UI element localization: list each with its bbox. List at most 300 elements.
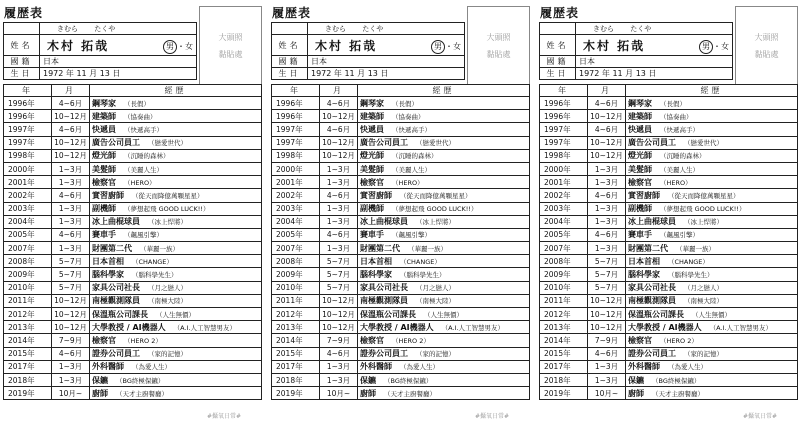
- history-month: 1~3月: [52, 176, 90, 189]
- history-entry: [626, 110, 798, 123]
- history-drama: （HERO）: [660, 178, 692, 187]
- history-entry: [626, 268, 798, 281]
- history-entry: [90, 268, 262, 281]
- history-month: 4~6月: [588, 97, 626, 110]
- history-entry: [358, 215, 530, 228]
- history-job: 保鑣: [92, 375, 108, 385]
- history-entry: [358, 97, 530, 110]
- history-job: 南極觀測隊員: [92, 296, 140, 306]
- history-job: 證券公司員工: [628, 349, 676, 359]
- name-kana: きむら たくや: [576, 23, 733, 35]
- history-year: 2015年: [272, 347, 320, 360]
- history-month: 10~12月: [588, 294, 626, 307]
- history-drama: （HERO）: [392, 178, 424, 187]
- header-month: 月: [320, 85, 358, 97]
- history-year: 2009年: [4, 268, 52, 281]
- history-year: 2010年: [4, 281, 52, 294]
- history-year: 1996年: [540, 97, 588, 110]
- history-drama: （天才主廚餐廳）: [384, 389, 436, 398]
- history-drama: （家的記憶）: [148, 350, 187, 359]
- history-entry: [358, 189, 530, 202]
- history-row: [540, 308, 798, 321]
- history-row: [540, 202, 798, 215]
- history-entry: [90, 110, 262, 123]
- history-month: 4~6月: [588, 123, 626, 136]
- history-row: [4, 189, 262, 202]
- history-month: 10月~: [52, 387, 90, 400]
- history-entry: [626, 176, 798, 189]
- history-month: 1~3月: [52, 162, 90, 175]
- history-month: 1~3月: [588, 162, 626, 175]
- history-entry: [626, 228, 798, 241]
- history-month: 1~3月: [588, 202, 626, 215]
- history-job: 賽車手: [360, 230, 384, 240]
- history-month: 1~3月: [588, 373, 626, 386]
- history-row: [540, 97, 798, 110]
- history-entry: [358, 149, 530, 162]
- history-entry: [626, 373, 798, 386]
- history-drama: （人生無價）: [156, 310, 195, 319]
- history-row: [272, 176, 530, 189]
- history-entry: [90, 215, 262, 228]
- history-job: 美髮師: [360, 164, 384, 174]
- history-row: [272, 123, 530, 136]
- history-month: 10~12月: [52, 136, 90, 149]
- history-row: [540, 387, 798, 400]
- history-month: 10~12月: [320, 308, 358, 321]
- history-row: [4, 176, 262, 189]
- history-year: 1997年: [4, 123, 52, 136]
- history-drama: （天才主廚餐廳）: [116, 389, 168, 398]
- profile-table: [539, 22, 733, 80]
- history-month: 5~7月: [52, 281, 90, 294]
- history-row: [540, 149, 798, 162]
- history-row: [272, 387, 530, 400]
- history-table: [271, 84, 530, 400]
- history-row: [4, 373, 262, 386]
- history-month: 4~6月: [320, 189, 358, 202]
- history-job: 冰上曲棍球員: [92, 217, 140, 227]
- profile-table: [3, 22, 197, 80]
- history-year: 1997年: [272, 123, 320, 136]
- history-row: [272, 162, 530, 175]
- photo-label-line1: 大頭照: [754, 32, 779, 42]
- history-entry: [90, 189, 262, 202]
- birth-label: 生日: [272, 68, 308, 80]
- history-month: 1~3月: [320, 373, 358, 386]
- history-year: 1996年: [4, 110, 52, 123]
- history-year: 2012年: [272, 308, 320, 321]
- history-month: 7~9月: [52, 334, 90, 347]
- history-job: 證券公司員工: [92, 349, 140, 359]
- history-job: 保鑣: [628, 375, 644, 385]
- history-drama: （夢想起飛 GOOD LUCK!!）: [660, 205, 746, 214]
- history-job: 大學教授 / AI機器人: [360, 322, 434, 332]
- history-job: 美髮師: [92, 164, 116, 174]
- birth-value: 1972 年 11 月 13 日: [40, 68, 197, 80]
- history-job: 賽車手: [628, 230, 652, 240]
- history-row: [4, 387, 262, 400]
- history-month: 10~12月: [52, 308, 90, 321]
- history-entry: [90, 281, 262, 294]
- history-month: 4~6月: [52, 347, 90, 360]
- sex-female: ・女: [713, 41, 729, 51]
- history-row: [272, 149, 530, 162]
- history-job: 證券公司員工: [360, 349, 408, 359]
- history-row: [540, 347, 798, 360]
- history-job: 副機師: [360, 204, 384, 214]
- history-year: 1996年: [4, 97, 52, 110]
- history-drama: （南極大陸）: [148, 297, 187, 306]
- resume-sheet: [268, 0, 532, 424]
- history-year: 2012年: [540, 308, 588, 321]
- nationality-label: 國籍: [4, 56, 40, 68]
- history-job: 快遞員: [92, 124, 116, 134]
- history-year: 2007年: [272, 242, 320, 255]
- history-row: [540, 373, 798, 386]
- history-drama: （HERO 2）: [392, 336, 430, 345]
- history-drama: （協奏曲）: [124, 112, 157, 121]
- name-label: 姓名: [272, 35, 308, 56]
- history-job: 財團第二代: [628, 243, 668, 253]
- nationality-label: 國籍: [540, 56, 576, 68]
- history-job: 財團第二代: [92, 243, 132, 253]
- history-drama: （從天而降億萬顆星星）: [400, 191, 472, 200]
- history-job: 燈光師: [360, 151, 384, 161]
- history-job: 建築師: [628, 111, 652, 121]
- history-entry: [626, 387, 798, 400]
- photo-placeholder: [735, 6, 798, 85]
- history-month: 10~12月: [588, 110, 626, 123]
- history-year: 1998年: [540, 149, 588, 162]
- history-job: 檢察官: [628, 177, 652, 187]
- sex-male-circled: 男: [163, 40, 177, 54]
- history-year: 2014年: [272, 334, 320, 347]
- history-entry: [90, 347, 262, 360]
- history-drama: （協奏曲）: [392, 112, 425, 121]
- history-entry: [90, 387, 262, 400]
- history-drama: （BG終極保鑣）: [652, 376, 701, 385]
- history-row: [272, 228, 530, 241]
- history-row: [4, 321, 262, 334]
- history-month: 7~9月: [320, 334, 358, 347]
- history-month: 10~12月: [588, 136, 626, 149]
- history-drama: （戀愛世代）: [684, 139, 723, 148]
- history-drama: （腦科學先生）: [400, 271, 446, 280]
- history-year: 2009年: [272, 268, 320, 281]
- history-entry: [626, 255, 798, 268]
- history-job: 大學教授 / AI機器人: [92, 322, 166, 332]
- history-entry: [358, 360, 530, 373]
- history-row: [4, 149, 262, 162]
- sex-female: ・女: [445, 41, 461, 51]
- history-entry: [358, 176, 530, 189]
- history-job: 副機師: [628, 204, 652, 214]
- history-year: 2008年: [4, 255, 52, 268]
- history-job: 廣告公司員工: [92, 138, 140, 148]
- history-year: 2000年: [540, 162, 588, 175]
- history-year: 2005年: [540, 228, 588, 241]
- history-entry: [626, 308, 798, 321]
- history-row: [4, 308, 262, 321]
- history-drama: （人生無價）: [424, 310, 463, 319]
- history-year: 2000年: [4, 162, 52, 175]
- history-row: [272, 215, 530, 228]
- history-job: 實習廚師: [628, 190, 660, 200]
- name-label: 姓名: [540, 35, 576, 56]
- history-job: 日本首相: [360, 256, 392, 266]
- history-month: 5~7月: [320, 281, 358, 294]
- history-entry: [90, 321, 262, 334]
- history-entry: [626, 136, 798, 149]
- history-month: 10~12月: [588, 149, 626, 162]
- source-watermark: #攝氧日常#: [475, 413, 510, 420]
- photo-label-line1: 大頭照: [218, 32, 243, 42]
- history-year: 2002年: [272, 189, 320, 202]
- history-drama: （CHANGE）: [668, 257, 709, 266]
- history-row: [4, 215, 262, 228]
- history-entry: [626, 360, 798, 373]
- history-year: 2012年: [4, 308, 52, 321]
- history-month: 5~7月: [52, 268, 90, 281]
- history-job: 保溫瓶公司課長: [628, 309, 684, 319]
- sex-field: [699, 40, 729, 54]
- history-year: 2003年: [272, 202, 320, 215]
- history-month: 10~12月: [320, 110, 358, 123]
- history-row: [4, 360, 262, 373]
- history-drama: （A.I.人工智慧男友）: [173, 323, 237, 332]
- history-job: 財團第二代: [360, 243, 400, 253]
- history-drama: （家的記憶）: [416, 350, 455, 359]
- history-entry: [90, 202, 262, 215]
- history-entry: [358, 373, 530, 386]
- history-job: 實習廚師: [92, 190, 124, 200]
- history-job: 檢察官: [628, 335, 652, 345]
- birth-label: 生日: [4, 68, 40, 80]
- history-entry: [358, 347, 530, 360]
- history-year: 2003年: [4, 202, 52, 215]
- history-year: 2004年: [4, 215, 52, 228]
- history-entry: [626, 189, 798, 202]
- header-year: 年: [272, 85, 320, 97]
- history-drama: （美麗人生）: [124, 165, 163, 174]
- history-job: 檢察官: [360, 335, 384, 345]
- history-drama: （月之戀人）: [416, 284, 455, 293]
- history-drama: （夢想起飛 GOOD LUCK!!）: [124, 205, 210, 214]
- history-entry: [358, 162, 530, 175]
- history-entry: [626, 123, 798, 136]
- history-entry: [358, 308, 530, 321]
- history-job: 冰上曲棍球員: [628, 217, 676, 227]
- header-history: 經歷: [626, 85, 798, 97]
- name-label: 姓名: [4, 35, 40, 56]
- history-row: [540, 110, 798, 123]
- history-year: 1997年: [540, 136, 588, 149]
- history-year: 2007年: [4, 242, 52, 255]
- person-name: 木村 拓哉: [583, 38, 646, 53]
- history-entry: [626, 347, 798, 360]
- history-month: 1~3月: [52, 202, 90, 215]
- history-row: [540, 255, 798, 268]
- history-year: 2001年: [272, 176, 320, 189]
- history-month: 10~12月: [52, 321, 90, 334]
- history-row: [540, 294, 798, 307]
- history-table: [3, 84, 262, 400]
- history-drama: （冰上悍將）: [684, 218, 723, 227]
- history-job: 保溫瓶公司課長: [92, 309, 148, 319]
- history-month: 1~3月: [320, 242, 358, 255]
- history-month: 10~12月: [52, 149, 90, 162]
- photo-label-line2: 黏貼處: [218, 49, 243, 59]
- history-row: [272, 136, 530, 149]
- history-entry: [358, 268, 530, 281]
- history-drama: （戀愛世代）: [416, 139, 455, 148]
- person-name: 木村 拓哉: [315, 38, 378, 53]
- history-month: 4~6月: [52, 97, 90, 110]
- history-drama: （南極大陸）: [684, 297, 723, 306]
- history-job: 廣告公司員工: [360, 138, 408, 148]
- history-drama: （華麗一族）: [676, 244, 715, 253]
- history-month: 4~6月: [320, 97, 358, 110]
- history-row: [272, 334, 530, 347]
- history-month: 5~7月: [588, 255, 626, 268]
- history-year: 2019年: [4, 387, 52, 400]
- history-month: 4~6月: [52, 189, 90, 202]
- history-job: 快遞員: [628, 124, 652, 134]
- history-month: 10~12月: [52, 110, 90, 123]
- history-job: 實習廚師: [360, 190, 392, 200]
- history-job: 日本首相: [92, 256, 124, 266]
- photo-placeholder: [467, 6, 530, 85]
- history-row: [272, 347, 530, 360]
- history-entry: [626, 281, 798, 294]
- history-year: 2017年: [4, 360, 52, 373]
- history-month: 1~3月: [52, 373, 90, 386]
- history-drama: （為愛人生）: [132, 363, 171, 372]
- history-job: 廚師: [628, 388, 644, 398]
- history-year: 2015年: [4, 347, 52, 360]
- history-drama: （冰上悍將）: [148, 218, 187, 227]
- history-year: 2002年: [4, 189, 52, 202]
- history-drama: （腦科學先生）: [668, 271, 714, 280]
- history-month: 1~3月: [320, 202, 358, 215]
- history-job: 鋼琴家: [92, 98, 116, 108]
- history-month: 10月~: [588, 387, 626, 400]
- history-job: 南極觀測隊員: [628, 296, 676, 306]
- source-watermark: #攝氧日常#: [743, 413, 778, 420]
- profile-table: [271, 22, 465, 80]
- history-job: 家具公司社長: [92, 283, 140, 293]
- name-cell: [40, 35, 197, 56]
- history-entry: [90, 334, 262, 347]
- history-drama: （夢想起飛 GOOD LUCK!!）: [392, 205, 478, 214]
- history-entry: [626, 215, 798, 228]
- history-drama: （沉睡的森林）: [660, 152, 706, 161]
- history-year: 2007年: [540, 242, 588, 255]
- history-month: 4~6月: [588, 347, 626, 360]
- nationality-value: 日本: [308, 56, 465, 68]
- history-month: 5~7月: [52, 255, 90, 268]
- history-job: 鋼琴家: [360, 98, 384, 108]
- history-row: [272, 268, 530, 281]
- history-month: 1~3月: [320, 176, 358, 189]
- history-year: 1998年: [272, 149, 320, 162]
- sheet-title: 履歴表: [272, 6, 312, 20]
- history-drama: （冰上悍將）: [416, 218, 455, 227]
- photo-label-line2: 黏貼處: [486, 49, 511, 59]
- history-month: 5~7月: [320, 268, 358, 281]
- nationality-value: 日本: [40, 56, 197, 68]
- history-month: 5~7月: [320, 255, 358, 268]
- history-drama: （BG終極保鑣）: [116, 376, 165, 385]
- history-entry: [358, 228, 530, 241]
- history-job: 鋼琴家: [628, 98, 652, 108]
- history-entry: [90, 373, 262, 386]
- history-entry: [358, 334, 530, 347]
- history-year: 2017年: [272, 360, 320, 373]
- history-entry: [626, 334, 798, 347]
- history-row: [272, 360, 530, 373]
- history-entry: [358, 387, 530, 400]
- history-entry: [626, 162, 798, 175]
- history-job: 廚師: [360, 388, 376, 398]
- history-month: 10~12月: [320, 149, 358, 162]
- history-month: 4~6月: [52, 123, 90, 136]
- history-year: 2005年: [4, 228, 52, 241]
- history-month: 4~6月: [52, 228, 90, 241]
- history-drama: （長假）: [124, 99, 150, 108]
- history-year: 2011年: [4, 294, 52, 307]
- history-row: [272, 308, 530, 321]
- history-job: 家具公司社長: [628, 283, 676, 293]
- history-row: [272, 97, 530, 110]
- history-drama: （腦科學先生）: [132, 271, 178, 280]
- history-job: 燈光師: [92, 151, 116, 161]
- resume-sheet: [0, 0, 264, 424]
- history-drama: （月之戀人）: [684, 284, 723, 293]
- history-row: [4, 228, 262, 241]
- history-row: [540, 123, 798, 136]
- history-month: 1~3月: [52, 215, 90, 228]
- history-month: 1~3月: [588, 215, 626, 228]
- history-entry: [626, 294, 798, 307]
- history-drama: （南極大陸）: [416, 297, 455, 306]
- history-year: 2017年: [540, 360, 588, 373]
- history-year: 2019年: [272, 387, 320, 400]
- history-row: [272, 255, 530, 268]
- history-row: [4, 347, 262, 360]
- sheet-title: 履歴表: [540, 6, 580, 20]
- history-entry: [90, 242, 262, 255]
- history-year: 2000年: [272, 162, 320, 175]
- history-year: 1996年: [540, 110, 588, 123]
- history-month: 10~12月: [588, 308, 626, 321]
- history-month: 1~3月: [52, 360, 90, 373]
- history-entry: [90, 136, 262, 149]
- history-year: 2011年: [272, 294, 320, 307]
- history-entry: [626, 149, 798, 162]
- history-year: 2005年: [272, 228, 320, 241]
- history-drama: （快遞高手）: [660, 125, 699, 134]
- history-entry: [358, 294, 530, 307]
- history-year: 2018年: [4, 373, 52, 386]
- header-month: 月: [52, 85, 90, 97]
- history-drama: （美麗人生）: [392, 165, 431, 174]
- history-row: [272, 189, 530, 202]
- history-drama: （A.I.人工智慧男友）: [709, 323, 773, 332]
- history-month: 4~6月: [320, 228, 358, 241]
- history-drama: （美麗人生）: [660, 165, 699, 174]
